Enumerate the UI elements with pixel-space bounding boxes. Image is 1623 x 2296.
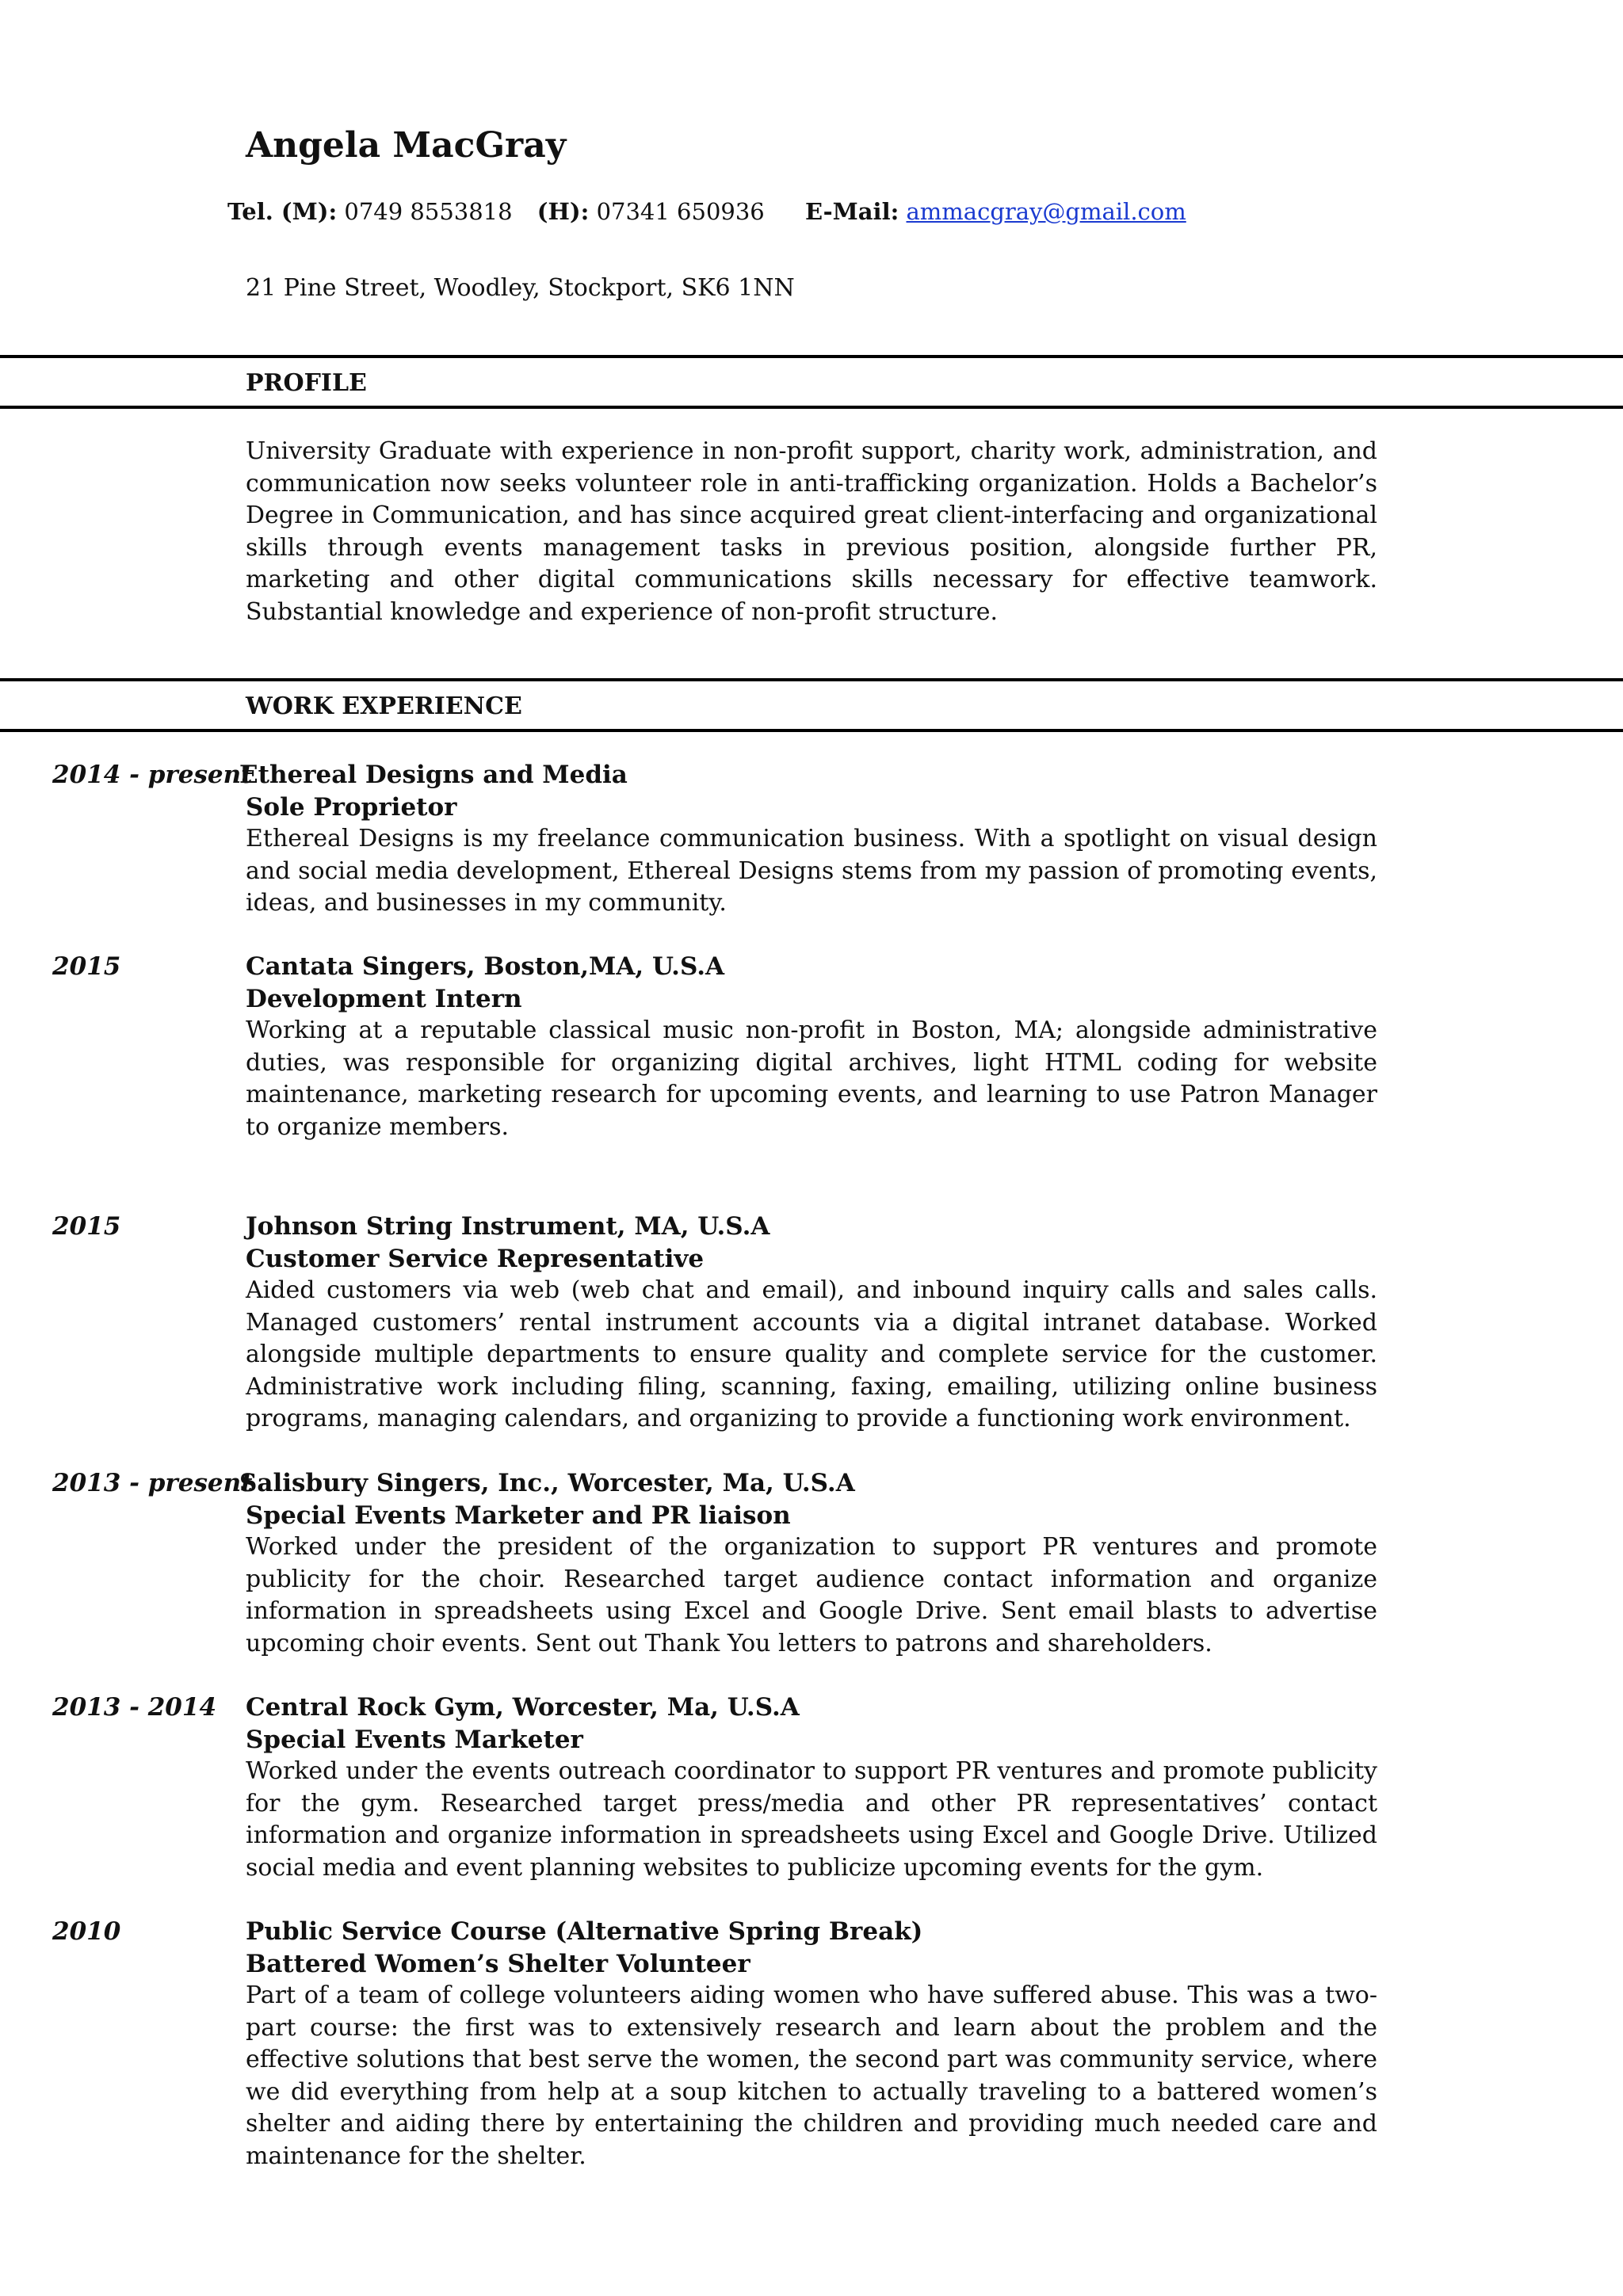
entry-role: Development Intern — [246, 984, 522, 1013]
entry-organization: Public Service Course (Alternative Spring Break) — [246, 1917, 923, 1946]
section-rule-top — [0, 355, 1623, 358]
entry-date: 2010 — [52, 1917, 121, 1946]
entry-description: Worked under the events outreach coordinator to support PR ventures and promote publicity for the gym. Researched target press/media and other PR representatives’ contact information and organize information in spreadsheets using Excel and Google Drive. Utilized social media and event planning websites to publicize upcoming events for the gym. — [246, 1757, 1377, 1882]
entry-organization: Johnson String Instrument, MA, U.S.A — [246, 1212, 770, 1241]
profile-summary: University Graduate with experience in non-profit support, charity work, administration, and communication now seeks volunteer role in anti-trafficking organization. Holds a Bachelor’s Degree in Communication, and has since acquired great client-interfacing and organizational skills through events management tasks in previous position, alongside further PR, marketing and other digital communications skills necessary for effective teamwork. Substantial knowledge and experience of non-profit structure. — [246, 437, 1377, 626]
entry-organization: Salisbury Singers, Inc., Worcester, Ma, U.S.A — [239, 1469, 855, 1497]
entry-date: 2013 - 2014 — [52, 1693, 217, 1722]
entry-date: 2015 — [52, 952, 121, 981]
entry-description: Working at a reputable classical music non-profit in Boston, MA; alongside administrative duties, was responsible for organizing digital archives, light HTML coding for website maintenance, marketing research for upcoming events, and learning to use Patron Manager to organize members. — [246, 1016, 1377, 1141]
entry-date: 2013 - present — [52, 1469, 253, 1497]
entry-role: Special Events Marketer — [246, 1725, 583, 1754]
entry-description: Part of a team of college volunteers aiding women who have suffered abuse. This was a two-part course: the first was to extensively research and learn about the problem and the effective solutions that best serve the women, the second part was community service, where we did everything from help at a soup kitchen to actually traveling to a battered women’s shelter and aiding there by entertaining the children and providing much needed care and maintenance for the shelter. — [246, 1981, 1377, 2170]
entry-role: Special Events Marketer and PR liaison — [246, 1501, 791, 1530]
tel-home-label: (H): — [537, 198, 590, 225]
work-experience-heading: WORK EXPERIENCE — [246, 692, 522, 720]
tel-mobile-value: 0749 8553818 — [344, 198, 513, 225]
section-rule-bottom — [0, 406, 1623, 409]
email-link[interactable]: ammacgray@gmail.com — [906, 198, 1186, 225]
section-rule-bottom — [0, 729, 1623, 732]
entry-role: Battered Women’s Shelter Volunteer — [246, 1949, 750, 1978]
tel-mobile-label: Tel. (M): — [227, 198, 338, 225]
entry-organization: Ethereal Designs and Media — [239, 761, 628, 789]
profile-heading: PROFILE — [246, 369, 367, 397]
email-label: E-Mail: — [804, 198, 899, 225]
candidate-name: Angela MacGray — [246, 125, 567, 166]
entry-description: Aided customers via web (web chat and email), and inbound inquiry calls and sales calls. Managed customers’ rental instrument accounts via a digital intranet database. Worked alongside multiple departments to ensure quality and complete service for the customer. Administrative work including filing, scanning, faxing, emailing, utilizing online business programs, managing calendars, and organizing to provide a functioning work environment. — [246, 1276, 1377, 1432]
entry-role: Customer Service Representative — [246, 1244, 705, 1273]
entry-organization: Central Rock Gym, Worcester, Ma, U.S.A — [246, 1693, 800, 1722]
entry-description: Ethereal Designs is my freelance communication business. With a spotlight on visual design and social media development, Ethereal Designs stems from my passion of promoting events, ideas, and businesses in my community. — [246, 825, 1377, 917]
contact-line — [227, 198, 1186, 225]
tel-home-value: 07341 650936 — [596, 198, 765, 225]
entry-date: 2014 - present — [52, 761, 253, 789]
entry-role: Sole Proprietor — [246, 792, 457, 822]
entry-date: 2015 — [52, 1212, 121, 1241]
address: 21 Pine Street, Woodley, Stockport, SK6 1NN — [246, 274, 795, 302]
section-rule-top — [0, 678, 1623, 681]
entry-organization: Cantata Singers, Boston,MA, U.S.A — [246, 952, 725, 981]
entry-description: Worked under the president of the organization to support PR ventures and promote publicity for the choir. Researched target audience contact information and organize information in spreadsheets using Excel and Google Drive. Sent email blasts to advertise upcoming choir events. Sent out Thank You letters to patrons and shareholders. — [246, 1533, 1377, 1657]
